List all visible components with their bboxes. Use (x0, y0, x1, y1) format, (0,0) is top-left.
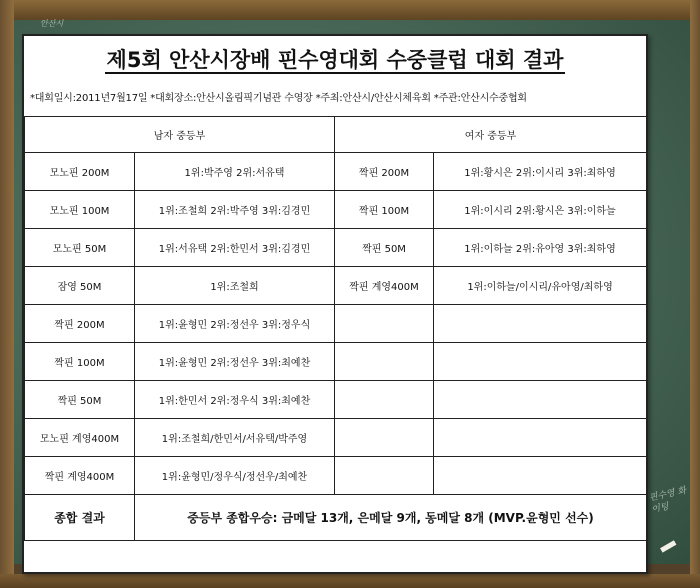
male-event: 모노핀 100M (25, 191, 135, 229)
female-event: 짝핀 50M (335, 229, 434, 267)
table-row (25, 381, 647, 419)
event-info: *대회일시:2011년7월17일 *대회장소:안산시올림픽기념관 수영장 *주최:안산시/안산시체육회 *주관:안산시수중협회 (30, 93, 527, 104)
male-result: 1위:한민서 2위:정우식 3위:최예찬 (135, 381, 335, 419)
male-result: 1위:윤형민/정우식/정선우/최예찬 (135, 457, 335, 495)
table-row (25, 305, 647, 343)
results-sheet (22, 34, 648, 574)
table-row (25, 267, 647, 305)
female-result (434, 457, 647, 495)
overall-result-label: 종합 결과 (25, 495, 135, 541)
female-result (434, 381, 647, 419)
chalk-doodle-bottom-right: 핀수영 화이팅 (648, 485, 688, 516)
board-frame-top (0, 0, 700, 20)
table-row (25, 419, 647, 457)
results-table (24, 116, 647, 541)
table-row (25, 343, 647, 381)
chalk-doodle-top-left: 안산시 (40, 19, 64, 28)
male-result: 1위:서유택 2위:한민서 3위:김경민 (135, 229, 335, 267)
female-event (335, 305, 434, 343)
table-header-row (25, 117, 647, 153)
male-event: 모노핀 계영400M (25, 419, 135, 457)
female-division-header: 여자 중등부 (335, 117, 647, 153)
female-event (335, 419, 434, 457)
male-result: 1위:조철희/한민서/서유택/박주영 (135, 419, 335, 457)
male-event: 짝핀 계영400M (25, 457, 135, 495)
table-row (25, 229, 647, 267)
female-event (335, 457, 434, 495)
overall-result-text: 중등부 종합우승: 금메달 13개, 은메달 9개, 동메달 8개 (MVP.윤형민 선수) (135, 495, 647, 541)
female-result (434, 419, 647, 457)
female-event: 짝핀 계영400M (335, 267, 434, 305)
male-event: 잠영 50M (25, 267, 135, 305)
male-result: 1위:윤형민 2위:정선우 3위:최예찬 (135, 343, 335, 381)
table-row (25, 191, 647, 229)
male-event: 짝핀 50M (25, 381, 135, 419)
male-result: 1위:박주영 2위:서유택 (135, 153, 335, 191)
male-result: 1위:윤형민 2위:정선우 3위:정우식 (135, 305, 335, 343)
chalk-piece-icon (658, 536, 678, 556)
female-event: 짝핀 200M (335, 153, 434, 191)
male-event: 짝핀 100M (25, 343, 135, 381)
page-title: 제5회 안산시장배 핀수영대회 수중클럽 대회 결과 (106, 48, 564, 72)
male-event: 모노핀 200M (25, 153, 135, 191)
female-result: 1위:황시은 2위:이시리 3위:최하영 (434, 153, 647, 191)
female-event: 짝핀 100M (335, 191, 434, 229)
female-event (335, 381, 434, 419)
board-frame-left (0, 0, 14, 588)
female-result: 1위:이하늘/이시리/유아영/최하영 (434, 267, 647, 305)
female-result (434, 343, 647, 381)
table-row (25, 457, 647, 495)
overall-result-row (25, 495, 647, 541)
female-event (335, 343, 434, 381)
male-division-header: 남자 중등부 (25, 117, 335, 153)
male-result: 1위:조철희 2위:박주영 3위:김경민 (135, 191, 335, 229)
male-result: 1위:조철희 (135, 267, 335, 305)
female-result: 1위:이하늘 2위:유아영 3위:최하영 (434, 229, 647, 267)
male-event: 모노핀 50M (25, 229, 135, 267)
female-result (434, 305, 647, 343)
female-result: 1위:이시리 2위:황시은 3위:이하늘 (434, 191, 647, 229)
male-event: 짝핀 200M (25, 305, 135, 343)
table-row (25, 153, 647, 191)
board-frame-bottom (0, 574, 700, 588)
